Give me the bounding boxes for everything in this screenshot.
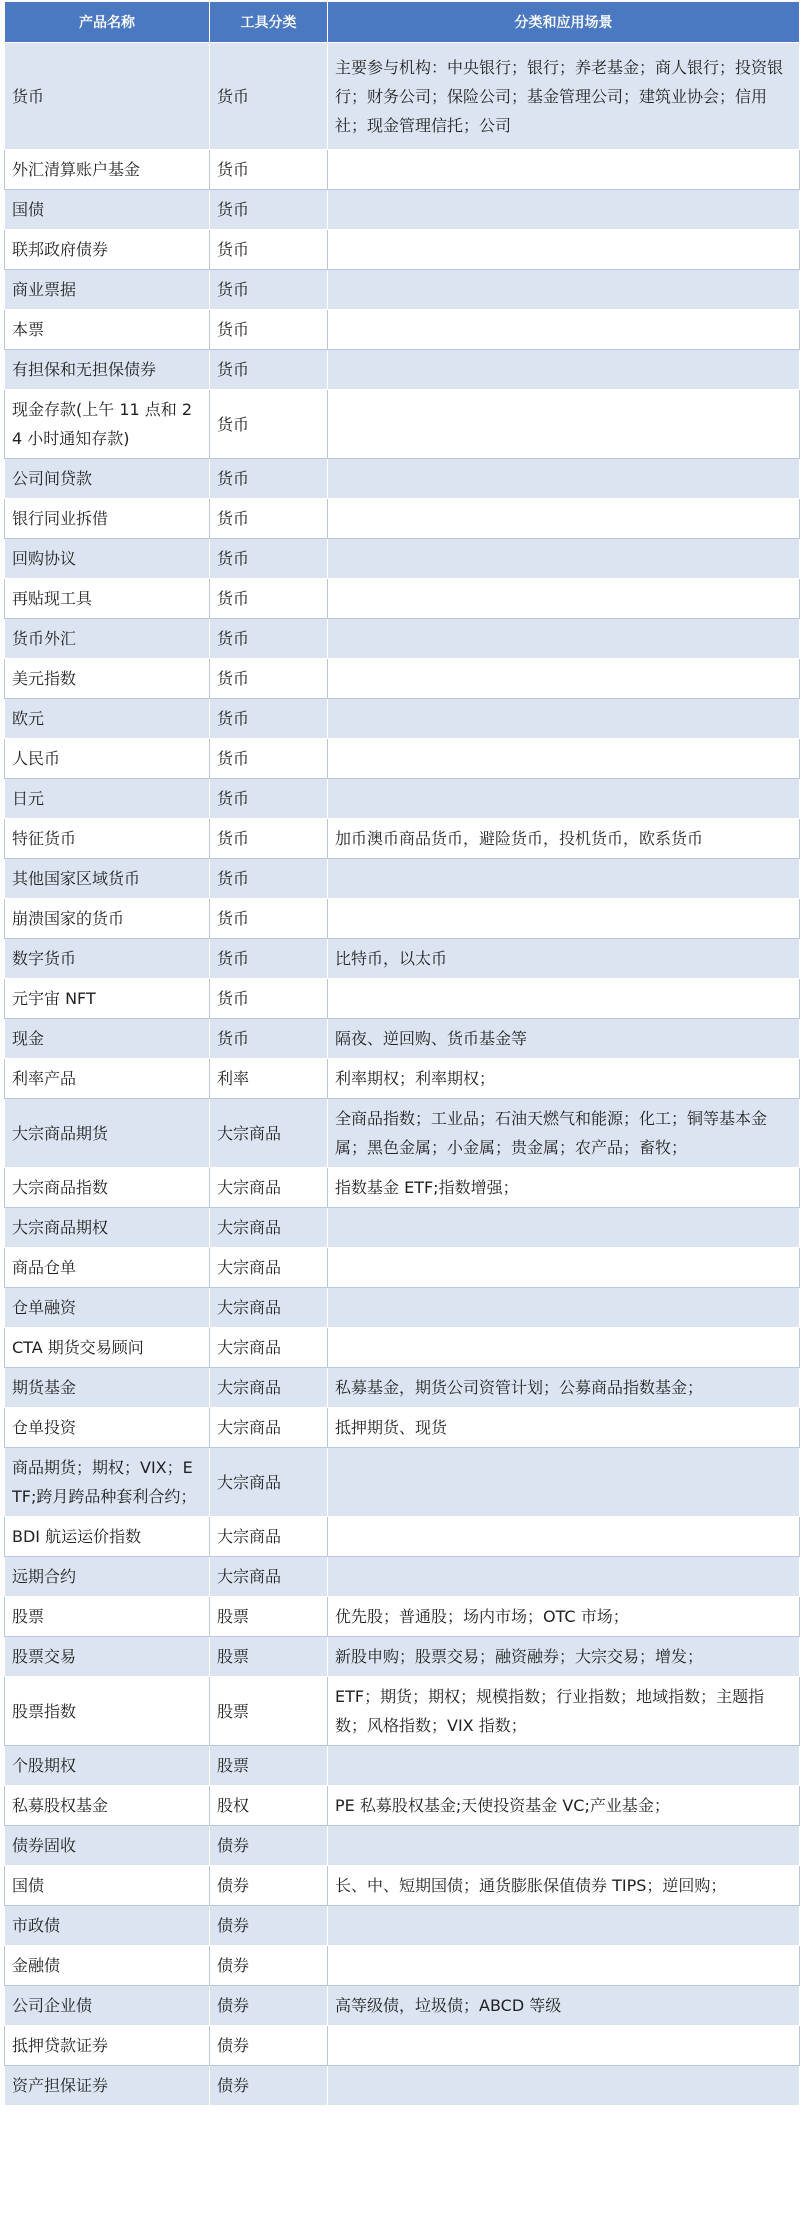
table-row: [5, 859, 800, 899]
tool-category-cell: 货币: [210, 579, 328, 619]
scenario-cell: 优先股；普通股；场内市场；OTC 市场；: [328, 1597, 800, 1637]
scenario-cell: 全商品指数；工业品；石油天燃气和能源；化工；铜等基本金属；黑色金属；小金属；贵金属；农产品；畜牧；: [328, 1099, 800, 1168]
table-row: [5, 499, 800, 539]
scenario-cell: [328, 739, 800, 779]
scenario-cell: [328, 2026, 800, 2066]
table-row: [5, 1288, 800, 1328]
scenario-cell: [328, 1248, 800, 1288]
product-name-cell: 日元: [5, 779, 210, 819]
tool-category-cell: 债券: [210, 2066, 328, 2106]
scenario-cell: 指数基金 ETF;指数增强；: [328, 1168, 800, 1208]
product-name-cell: 大宗商品指数: [5, 1168, 210, 1208]
scenario-cell: [328, 459, 800, 499]
product-name-cell: 公司间贷款: [5, 459, 210, 499]
table-row: [5, 579, 800, 619]
table-row: [5, 1826, 800, 1866]
scenario-cell: 私募基金，期货公司资管计划；公募商品指数基金；: [328, 1368, 800, 1408]
tool-category-cell: 股票: [210, 1746, 328, 1786]
scenario-cell: [328, 579, 800, 619]
scenario-cell: [328, 1746, 800, 1786]
tool-category-cell: 货币: [210, 190, 328, 230]
table-row: [5, 619, 800, 659]
table-row: [5, 2026, 800, 2066]
product-name-cell: 公司企业债: [5, 1986, 210, 2026]
product-name-cell: 金融债: [5, 1946, 210, 1986]
product-name-cell: 期货基金: [5, 1368, 210, 1408]
scenario-cell: [328, 899, 800, 939]
tool-category-cell: 货币: [210, 819, 328, 859]
product-name-cell: CTA 期货交易顾问: [5, 1328, 210, 1368]
table-row: [5, 190, 800, 230]
table-row: [5, 699, 800, 739]
product-name-cell: 大宗商品期权: [5, 1208, 210, 1248]
scenario-cell: 利率期权；利率期权；: [328, 1059, 800, 1099]
header-product-name: 产品名称: [5, 2, 210, 43]
table-row: [5, 43, 800, 150]
tool-category-cell: 货币: [210, 270, 328, 310]
table-row: [5, 390, 800, 459]
table-row: [5, 1248, 800, 1288]
product-name-cell: 私募股权基金: [5, 1786, 210, 1826]
tool-category-cell: 大宗商品: [210, 1288, 328, 1328]
scenario-cell: [328, 859, 800, 899]
tool-category-cell: 大宗商品: [210, 1248, 328, 1288]
scenario-cell: [328, 310, 800, 350]
scenario-cell: [328, 619, 800, 659]
scenario-cell: [328, 659, 800, 699]
table-row: [5, 270, 800, 310]
scenario-cell: 比特币，以太币: [328, 939, 800, 979]
scenario-cell: [328, 1826, 800, 1866]
product-name-cell: 大宗商品期货: [5, 1099, 210, 1168]
tool-category-cell: 大宗商品: [210, 1517, 328, 1557]
scenario-cell: [328, 539, 800, 579]
table-row: [5, 1019, 800, 1059]
product-name-cell: 商业票据: [5, 270, 210, 310]
product-name-cell: 人民币: [5, 739, 210, 779]
scenario-cell: [328, 390, 800, 459]
product-name-cell: 股票指数: [5, 1677, 210, 1746]
scenario-cell: [328, 270, 800, 310]
scenario-cell: [328, 699, 800, 739]
tool-category-cell: 债券: [210, 1826, 328, 1866]
table-row: [5, 1906, 800, 1946]
table-row: [5, 779, 800, 819]
product-name-cell: 国债: [5, 190, 210, 230]
tool-category-cell: 债券: [210, 1906, 328, 1946]
product-name-cell: 外汇清算账户基金: [5, 150, 210, 190]
tool-category-cell: 货币: [210, 150, 328, 190]
scenario-cell: [328, 499, 800, 539]
table-row: [5, 1677, 800, 1746]
table-row: [5, 459, 800, 499]
table-row: [5, 739, 800, 779]
scenario-cell: [328, 979, 800, 1019]
product-name-cell: 欧元: [5, 699, 210, 739]
scenario-cell: [328, 1208, 800, 1248]
product-name-cell: 银行同业拆借: [5, 499, 210, 539]
table-row: [5, 2066, 800, 2106]
table-row: [5, 1168, 800, 1208]
product-name-cell: 回购协议: [5, 539, 210, 579]
table-row: [5, 1637, 800, 1677]
product-name-cell: 仓单投资: [5, 1408, 210, 1448]
scenario-cell: [328, 1906, 800, 1946]
table-header-row: [5, 2, 800, 43]
product-name-cell: 利率产品: [5, 1059, 210, 1099]
scenario-cell: [328, 230, 800, 270]
header-scenario: 分类和应用场景: [328, 2, 800, 43]
scenario-cell: 加币澳币商品货币，避险货币，投机货币，欧系货币: [328, 819, 800, 859]
product-name-cell: 商品期货；期权；VIX；ETF;跨月跨品种套利合约；: [5, 1448, 210, 1517]
table-row: [5, 1448, 800, 1517]
product-name-cell: 股票交易: [5, 1637, 210, 1677]
scenario-cell: [328, 350, 800, 390]
scenario-cell: [328, 1328, 800, 1368]
table-row: [5, 1946, 800, 1986]
table-row: [5, 899, 800, 939]
scenario-cell: 高等级债，垃圾债；ABCD 等级: [328, 1986, 800, 2026]
tool-category-cell: 货币: [210, 350, 328, 390]
tool-category-cell: 债券: [210, 2026, 328, 2066]
tool-category-cell: 货币: [210, 899, 328, 939]
product-name-cell: 个股期权: [5, 1746, 210, 1786]
tool-category-cell: 大宗商品: [210, 1208, 328, 1248]
product-name-cell: 债券固收: [5, 1826, 210, 1866]
table-body: [5, 43, 800, 2106]
table-row: [5, 1557, 800, 1597]
tool-category-cell: 大宗商品: [210, 1448, 328, 1517]
product-name-cell: 抵押贷款证券: [5, 2026, 210, 2066]
scenario-cell: 抵押期货、现货: [328, 1408, 800, 1448]
scenario-cell: [328, 1448, 800, 1517]
tool-category-cell: 货币: [210, 390, 328, 459]
tool-category-cell: 大宗商品: [210, 1557, 328, 1597]
tool-category-cell: 股票: [210, 1637, 328, 1677]
scenario-cell: [328, 1288, 800, 1328]
table-row: [5, 1408, 800, 1448]
product-name-cell: 现金: [5, 1019, 210, 1059]
tool-category-cell: 债券: [210, 1986, 328, 2026]
tool-category-cell: 货币: [210, 779, 328, 819]
scenario-cell: [328, 1517, 800, 1557]
scenario-cell: [328, 1946, 800, 1986]
tool-category-cell: 股票: [210, 1677, 328, 1746]
table-row: [5, 150, 800, 190]
table-row: [5, 1597, 800, 1637]
product-name-cell: 联邦政府债券: [5, 230, 210, 270]
table-row: [5, 1368, 800, 1408]
product-name-cell: 美元指数: [5, 659, 210, 699]
product-name-cell: 商品仓单: [5, 1248, 210, 1288]
tool-category-cell: 大宗商品: [210, 1168, 328, 1208]
scenario-cell: PE 私募股权基金;天使投资基金 VC;产业基金；: [328, 1786, 800, 1826]
tool-category-cell: 债券: [210, 1866, 328, 1906]
product-name-cell: 数字货币: [5, 939, 210, 979]
product-name-cell: BDI 航运运价指数: [5, 1517, 210, 1557]
table-row: [5, 230, 800, 270]
table-row: [5, 350, 800, 390]
tool-category-cell: 债券: [210, 1946, 328, 1986]
product-name-cell: 有担保和无担保债券: [5, 350, 210, 390]
product-name-cell: 其他国家区域货币: [5, 859, 210, 899]
table-row: [5, 1099, 800, 1168]
table-row: [5, 539, 800, 579]
tool-category-cell: 货币: [210, 499, 328, 539]
product-name-cell: 股票: [5, 1597, 210, 1637]
table-row: [5, 1746, 800, 1786]
tool-category-cell: 货币: [210, 539, 328, 579]
scenario-cell: 隔夜、逆回购、货币基金等: [328, 1019, 800, 1059]
product-name-cell: 再贴现工具: [5, 579, 210, 619]
tool-category-cell: 货币: [210, 699, 328, 739]
table-row: [5, 979, 800, 1019]
product-name-cell: 现金存款(上午 11 点和 24 小时通知存款): [5, 390, 210, 459]
tool-category-cell: 股权: [210, 1786, 328, 1826]
header-tool-category: 工具分类: [210, 2, 328, 43]
product-name-cell: 货币: [5, 43, 210, 150]
table-row: [5, 1328, 800, 1368]
table-row: [5, 819, 800, 859]
product-table-wrapper: [4, 1, 799, 2106]
scenario-cell: ETF；期货；期权；规模指数；行业指数；地域指数；主题指数；风格指数；VIX 指数；: [328, 1677, 800, 1746]
product-name-cell: 货币外汇: [5, 619, 210, 659]
table-row: [5, 310, 800, 350]
tool-category-cell: 利率: [210, 1059, 328, 1099]
table-row: [5, 1208, 800, 1248]
product-name-cell: 仓单融资: [5, 1288, 210, 1328]
tool-category-cell: 大宗商品: [210, 1408, 328, 1448]
tool-category-cell: 货币: [210, 979, 328, 1019]
scenario-cell: [328, 150, 800, 190]
table-row: [5, 939, 800, 979]
tool-category-cell: 股票: [210, 1597, 328, 1637]
product-name-cell: 崩溃国家的货币: [5, 899, 210, 939]
scenario-cell: [328, 779, 800, 819]
scenario-cell: [328, 2066, 800, 2106]
product-table: [4, 1, 800, 2106]
tool-category-cell: 货币: [210, 659, 328, 699]
tool-category-cell: 货币: [210, 1019, 328, 1059]
tool-category-cell: 货币: [210, 859, 328, 899]
table-row: [5, 1866, 800, 1906]
tool-category-cell: 货币: [210, 619, 328, 659]
tool-category-cell: 大宗商品: [210, 1099, 328, 1168]
scenario-cell: 长、中、短期国债；通货膨胀保值债券 TIPS；逆回购；: [328, 1866, 800, 1906]
scenario-cell: [328, 1557, 800, 1597]
tool-category-cell: 货币: [210, 459, 328, 499]
scenario-cell: 主要参与机构：中央银行；银行；养老基金；商人银行；投资银行；财务公司；保险公司；基金管理公司；建筑业协会；信用社；现金管理信托；公司: [328, 43, 800, 150]
product-name-cell: 元宇宙 NFT: [5, 979, 210, 1019]
tool-category-cell: 货币: [210, 310, 328, 350]
table-row: [5, 1517, 800, 1557]
product-name-cell: 远期合约: [5, 1557, 210, 1597]
tool-category-cell: 货币: [210, 43, 328, 150]
tool-category-cell: 货币: [210, 230, 328, 270]
table-row: [5, 659, 800, 699]
product-name-cell: 资产担保证券: [5, 2066, 210, 2106]
product-name-cell: 国债: [5, 1866, 210, 1906]
product-name-cell: 市政债: [5, 1906, 210, 1946]
table-row: [5, 1786, 800, 1826]
table-row: [5, 1986, 800, 2026]
tool-category-cell: 大宗商品: [210, 1328, 328, 1368]
table-row: [5, 1059, 800, 1099]
product-name-cell: 本票: [5, 310, 210, 350]
tool-category-cell: 货币: [210, 939, 328, 979]
scenario-cell: [328, 190, 800, 230]
tool-category-cell: 大宗商品: [210, 1368, 328, 1408]
scenario-cell: 新股申购；股票交易；融资融券；大宗交易；增发；: [328, 1637, 800, 1677]
tool-category-cell: 货币: [210, 739, 328, 779]
product-name-cell: 特征货币: [5, 819, 210, 859]
